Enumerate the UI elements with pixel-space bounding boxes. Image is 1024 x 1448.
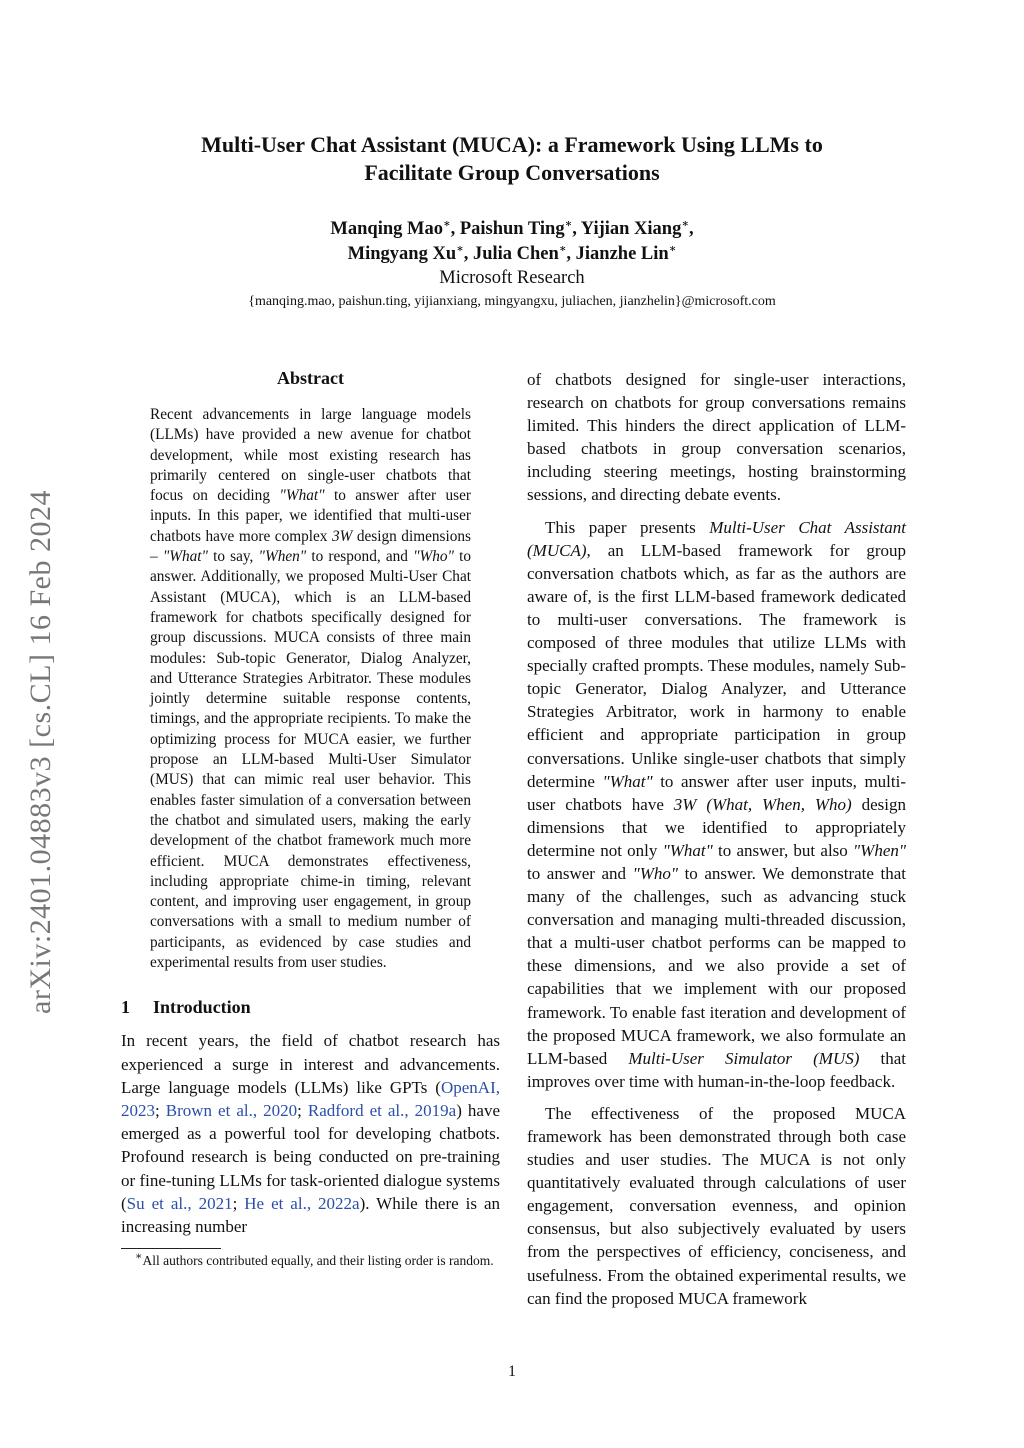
text-run: ; [297,1100,308,1120]
right-paragraph-2 [527,516,906,1093]
author-mark: ∗ [442,217,451,230]
author-line-1 [120,217,904,242]
abstract-body [150,405,471,973]
italic-text: Multi-User Simulator (MUS) [628,1048,860,1068]
right-column [527,368,906,1319]
italic-text: 3W [331,527,353,545]
page-number: 1 [508,1363,516,1380]
citation-link[interactable]: He et al., 2022a [244,1193,360,1213]
author-sep: , [450,219,460,239]
footnote-text: All authors contributed equally, and their listing order is random. [142,1253,494,1269]
abstract-heading: Abstract [277,368,344,388]
italic-text: "When" [258,548,307,566]
text-run: Recent advancements in large language models (LLMs) have provided a new avenue for chatbot development, while most existing research has primarily centered on single-user chatbots that focus on deciding [150,406,471,505]
section-number: 1 [121,997,130,1018]
italic-text: "Who" [413,548,454,566]
text-run: to answer. We demonstrate that many of the challenges, such as advancing stuck conversation and managing multi-threaded discussion, that a multi-user chatbot performs can be mapped to these dimensions, and we also provide a set of capabilities that we implement with our proposed framework. To enable fast iteration and development of the proposed MUCA framework, we also formulate an LLM-based [527,863,906,1068]
italic-text: "What" [162,548,208,566]
left-column [121,366,500,1269]
author-sep: , [688,219,694,239]
author-emails: {manqing.mao, paishun.ting, yijianxiang, mingyangxu, juliachen, jianzhelin}@microsoft.com [248,294,776,309]
author-line-2 [120,242,904,267]
citation-link[interactable]: Brown et al., 2020 [165,1100,298,1120]
right-paragraph-1 [527,368,906,507]
author-mark: ∗ [564,217,573,230]
author-sep: , [572,219,581,239]
section-heading-introduction [121,995,500,1019]
text-run: to respond, and [306,548,414,566]
title-line-1: Multi-User Chat Assistant (MUCA): a Framework Using LLMs to [201,132,823,157]
author-list [120,217,904,267]
text-run: ; [155,1100,166,1120]
footnote-rule [121,1248,221,1249]
right-paragraph-3 [527,1102,906,1310]
italic-text: "What" [279,487,325,505]
text-run: of chatbots designed for single-user interactions, research on chatbots for group conversations remains limited. This hinders the direct application of LLM-based chatbots in group conversation scenarios, including steering meetings, hosting brainstorming sessions, and directing debate events. [527,370,906,505]
citation-link[interactable]: OpenAI, 2023 [121,1077,500,1120]
author-name: Mingyang Xu [347,244,457,264]
author-sep: , [463,244,473,264]
text-run: to say, [207,548,259,566]
author-name: Jianzhe Lin [575,244,669,264]
text-run: In recent years, the field of chatbot research has experienced a surge in interest and advancements. Large language models (LLMs) like GPTs ( [121,1031,500,1097]
text-run: ; [232,1193,245,1213]
text-run: This paper presents [545,517,710,537]
arxiv-stamp: arXiv:2401.04883v3 [cs.CL] 16 Feb 2024 [24,490,57,1014]
author-name: Julia Chen [472,244,559,264]
paper-title [120,131,904,187]
text-run: ) have emerged as a powerful tool for developing chatbots. Profound research is being conducted on pre-training or fine-tuning LLMs for task-oriented dialogue systems ( [121,1100,500,1213]
text-run: to answer and [527,863,633,883]
text-run: , an LLM-based framework for group conversation chatbots which, as far as the authors are aware of, is the first LLM-based framework dedicated to multi-user conversations. The framework is composed of three modules that utilize LLMs with specially crafted prompts. These modules, namely Sub-topic Generator, Dialog Analyzer, and Utterance Strategies Arbitrator, work in harmony to enable efficient and appropriate participation in group conversations. Unlike single-user chatbots that simply determine [527,540,906,791]
text-run: that improves over time with human-in-the-loop feedback. [527,1048,906,1091]
author-name: Paishun Ting [459,219,565,239]
author-mark: ∗ [558,242,567,255]
author-mark: ∗ [668,242,677,255]
italic-text: 3W (What, When, Who) [673,794,852,814]
author-sep: , [566,244,576,264]
text-run: The effectiveness of the proposed MUCA framework has been demonstrated through both case studies and user studies. The MUCA is not only quantitatively evaluated through calculations of user engagement, conversation evenness, and opinion consensus, but also subjectively evaluated by users from the perspectives of efficiency, conciseness, and usefulness. From the obtained experimental results, we can find the proposed MUCA framework [527,1103,906,1308]
text-run: to answer after user inputs. In this paper, we identified that multi-user chatbots have more complex [150,487,471,545]
affiliation: Microsoft Research [439,268,585,288]
intro-paragraph [121,1029,500,1238]
section-title: Introduction [153,997,251,1018]
citation-link[interactable]: Radford et al., 2019a [307,1100,457,1120]
italic-text: Multi-User Chat Assistant (MUCA) [527,517,906,560]
author-name: Yijian Xiang [580,219,682,239]
footnote-mark: ∗ [135,1250,143,1263]
italic-text: "What" [602,771,653,791]
text-run: ). While there is an increasing number [121,1193,500,1236]
text-run: to answer, but also [712,840,854,860]
author-mark: ∗ [681,217,689,230]
citation-link[interactable]: Su et al., 2021 [126,1193,233,1213]
italic-text: "Who" [632,863,679,883]
italic-text: "When" [853,840,906,860]
italic-text: "What" [662,840,713,860]
text-run: to answer. Additionally, we proposed Multi-User Chat Assistant (MUCA), which is an LLM-based framework for chatbots specifically designed for group discussions. MUCA consists of three main modules: Sub-topic Generator, Dialog Analyzer, and Utterance Strategies Arbitrator. These modules jointly determine suitable response contents, timings, and the appropriate recipients. To make the optimizing process for MUCA easier, we further propose an LLM-based Multi-User Simulator (MUS) that can mimic real user behavior. This enables faster simulation of a conversation between the chatbot and simulated users, making the early development of the chatbot framework much more efficient. MUCA demonstrates effectiveness, including appropriate chime-in timing, relevant content, and improving user engagement, in group conversations with a small to medium number of participants, as evidenced by case studies and experimental results from user studies. [150,548,472,972]
text-run: design dimensions – [150,527,471,566]
footnote [121,1252,500,1269]
text-run: design dimensions that we identified to appropriately determine not only [527,794,906,860]
text-run: to answer after user inputs, multi-user chatbots have [527,771,906,814]
author-mark: ∗ [456,242,464,255]
author-name: Manqing Mao [330,219,443,239]
title-line-2: Facilitate Group Conversations [364,160,660,185]
